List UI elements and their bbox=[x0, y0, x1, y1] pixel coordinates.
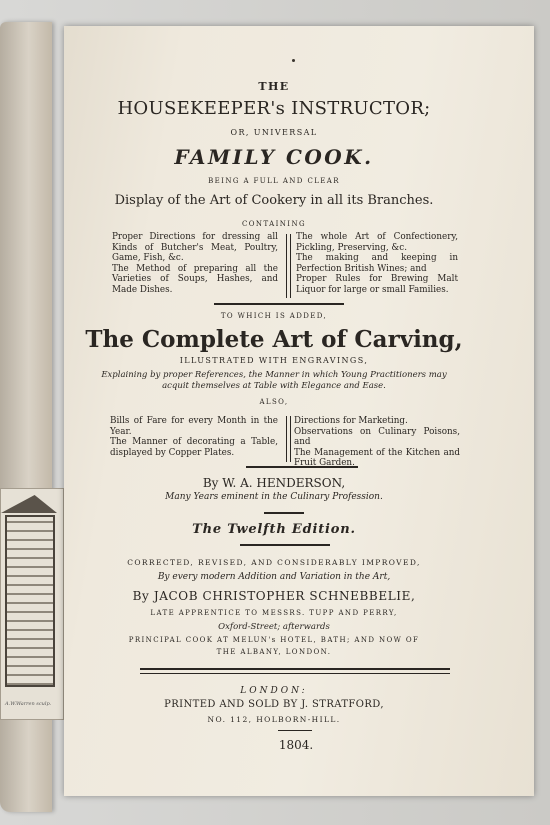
contents-right-item: Proper Rules for Brewing Malt Liquor for large or small Families. bbox=[296, 274, 458, 295]
apprentice-line: LATE APPRENTICE TO MESSRS. TUPP AND PERRY, bbox=[150, 609, 398, 617]
also-right-column bbox=[294, 416, 460, 469]
contents-left-column bbox=[112, 232, 278, 296]
title-page bbox=[64, 26, 534, 796]
subtitle-or-universal: OR, UNIVERSAL bbox=[230, 128, 318, 137]
divider-rule bbox=[278, 730, 312, 731]
also-left-item: Bills of Fare for every Month in the Year. bbox=[110, 416, 278, 437]
engraving-roof bbox=[1, 495, 57, 513]
albany-line: THE ALBANY, LONDON. bbox=[216, 648, 332, 656]
oxford-street-line: Oxford-Street; afterwards bbox=[218, 622, 330, 632]
column-divider bbox=[286, 234, 291, 298]
also-right-item: Directions for Marketing. bbox=[294, 416, 408, 426]
ink-mark bbox=[292, 59, 295, 62]
double-rule-bottom bbox=[140, 673, 450, 674]
imprint-london: LONDON: bbox=[240, 686, 308, 696]
imprint-address: NO. 112, HOLBORN-HILL. bbox=[207, 715, 341, 724]
main-title: HOUSEKEEPER's INSTRUCTOR; bbox=[117, 98, 431, 119]
contents-right-item: The making and keeping in Perfection British Wines; and bbox=[296, 253, 458, 274]
carving-title: The Complete Art of Carving, bbox=[85, 326, 463, 353]
imprint-year: 1804. bbox=[278, 738, 314, 752]
display-line: Display of the Art of Cookery in all its Branches. bbox=[114, 193, 434, 208]
also-label: ALSO, bbox=[259, 398, 289, 406]
being-line: BEING A FULL AND CLEAR bbox=[208, 177, 340, 185]
also-right-item: Observations on Culinary Poisons, and bbox=[294, 426, 460, 448]
frontispiece-plate bbox=[0, 488, 64, 720]
to-which-added: TO WHICH IS ADDED, bbox=[220, 312, 328, 320]
author-name: By W. A. HENDERSON, bbox=[202, 476, 346, 490]
explaining-line-1: Explaining by proper References, the Manner in which Young Practitioners may bbox=[101, 370, 447, 380]
contents-right-item: The whole Art of Confectionery, Pickling, Preserving, &c. bbox=[296, 232, 458, 253]
also-right-item: The Management of the Kitchen and Fruit Garden. bbox=[294, 447, 460, 469]
contents-left-item: The Method of preparing all the Varieties of Soups, Hashes, and Made Dishes. bbox=[112, 263, 278, 295]
contents-left-item: Proper Directions for dressing all Kinds of Butcher's Meat, Poultry, Game, Fish, &c. bbox=[112, 232, 278, 264]
plate-caption: A.W.Warren sculp. bbox=[5, 701, 52, 707]
explaining-line-2: acquit themselves at Table with Elegance and Ease. bbox=[162, 381, 386, 391]
column-divider bbox=[286, 416, 291, 462]
divider-rule bbox=[264, 512, 304, 514]
reviser-name: By JACOB CHRISTOPHER SCHNEBBELIE, bbox=[132, 589, 416, 603]
contents-right-column bbox=[296, 232, 458, 296]
author-description: Many Years eminent in the Culinary Profession. bbox=[165, 492, 383, 502]
divider-rule bbox=[214, 303, 344, 305]
also-left-item: The Manner of decorating a Table, displayed by Copper Plates. bbox=[110, 437, 278, 458]
corrected-line: CORRECTED, REVISED, AND CONSIDERABLY IMPROVED, bbox=[127, 558, 421, 567]
also-left-column bbox=[110, 416, 278, 458]
illustrated-line: ILLUSTRATED WITH ENGRAVINGS, bbox=[179, 356, 369, 365]
divider-rule bbox=[240, 544, 330, 546]
edition-line: The Twelfth Edition. bbox=[192, 522, 356, 537]
divider-rule bbox=[246, 466, 358, 468]
family-cook-title: FAMILY COOK. bbox=[174, 145, 374, 169]
engraving-building bbox=[5, 515, 55, 687]
double-rule-top bbox=[140, 668, 450, 670]
addition-line: By every modern Addition and Variation in the Art, bbox=[157, 572, 391, 582]
imprint-printer: PRINTED AND SOLD BY J. STRATFORD, bbox=[164, 699, 384, 710]
containing-label: CONTAINING bbox=[242, 220, 306, 228]
title-the: THE bbox=[258, 80, 290, 93]
principal-cook-line: PRINCIPAL COOK AT MELUN's HOTEL, BATH; AND NOW OF bbox=[128, 636, 420, 644]
